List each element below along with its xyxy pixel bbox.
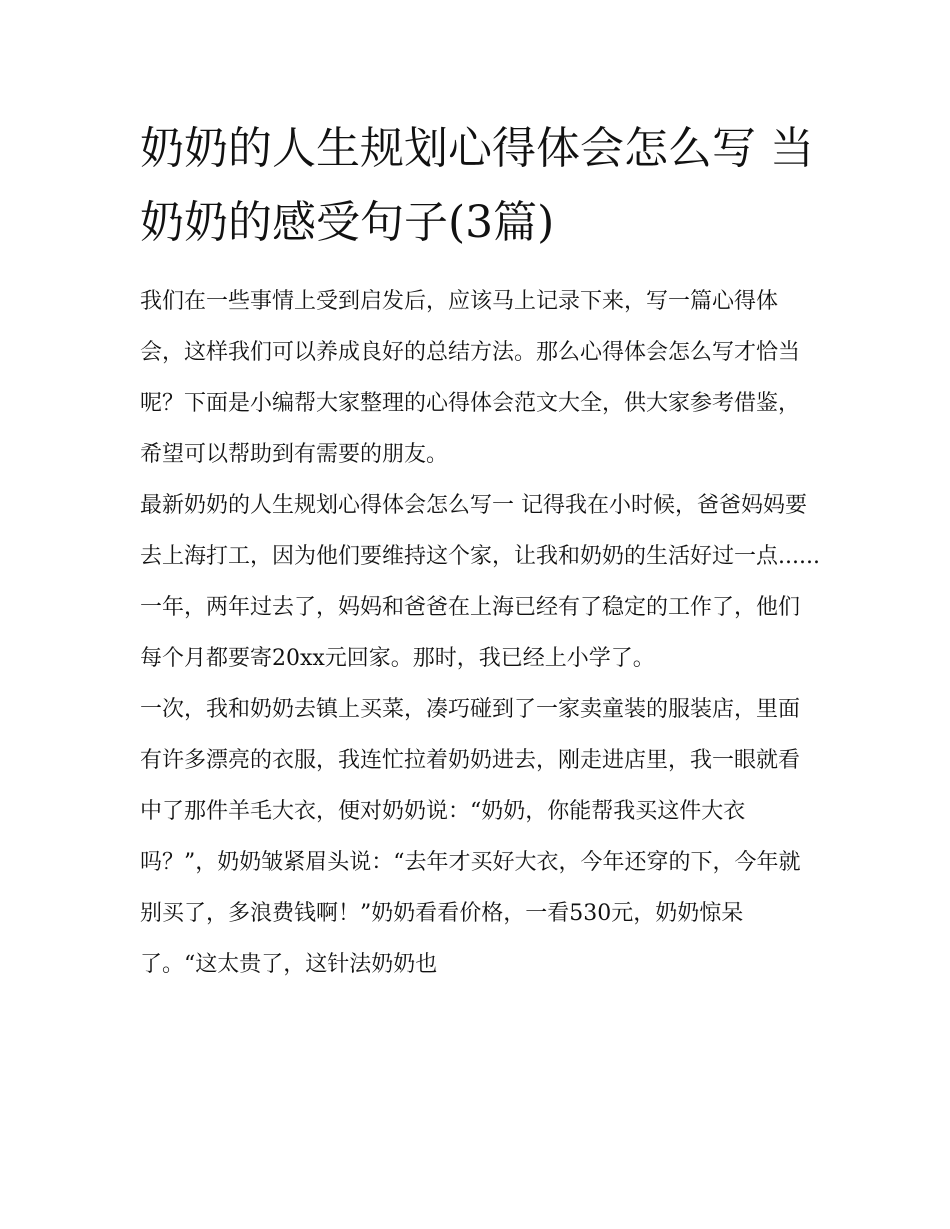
paragraph-3: 一次，我和奶奶去镇上买菜，凑巧碰到了一家卖童装的服装店，里面有许多漂亮的衣服，我连忙拉着奶奶进去，刚走进店里，我一眼就看中了那件羊毛大衣，便对奶奶说：“奶奶，你能帮我买这件大衣吗？”，奶奶皱紧眉头说：“去年才买好大衣，今年还穿的下，今年就别买了，多浪费钱啊！”奶奶看看价格，一看530元，奶奶惊呆了。“这太贵了，这针法奶奶也 <box>140 697 801 977</box>
document-body <box>140 276 820 990</box>
paragraph-intro: 我们在一些事情上受到启发后，应该马上记录下来，写一篇心得体会，这样我们可以养成良好的总结方法。那么心得体会怎么写才恰当呢？下面是小编帮大家整理的心得体会范文大全，供大家参考借鉴，希望可以帮助到有需要的朋友。 <box>140 289 801 467</box>
page-title: 奶奶的人生规划心得体会怎么写 当奶奶的感受句子(3篇) <box>140 123 814 248</box>
paragraph-1: 最新奶奶的人生规划心得体会怎么写一 记得我在小时候，爸爸妈妈要去上海打工，因为他们要维持这个家，让我和奶奶的生活好过一点...... <box>140 493 820 569</box>
paragraph-2: 一年，两年过去了，妈妈和爸爸在上海已经有了稳定的工作了，他们每个月都要寄20xx元回家。那时，我已经上小学了。 <box>140 595 801 671</box>
